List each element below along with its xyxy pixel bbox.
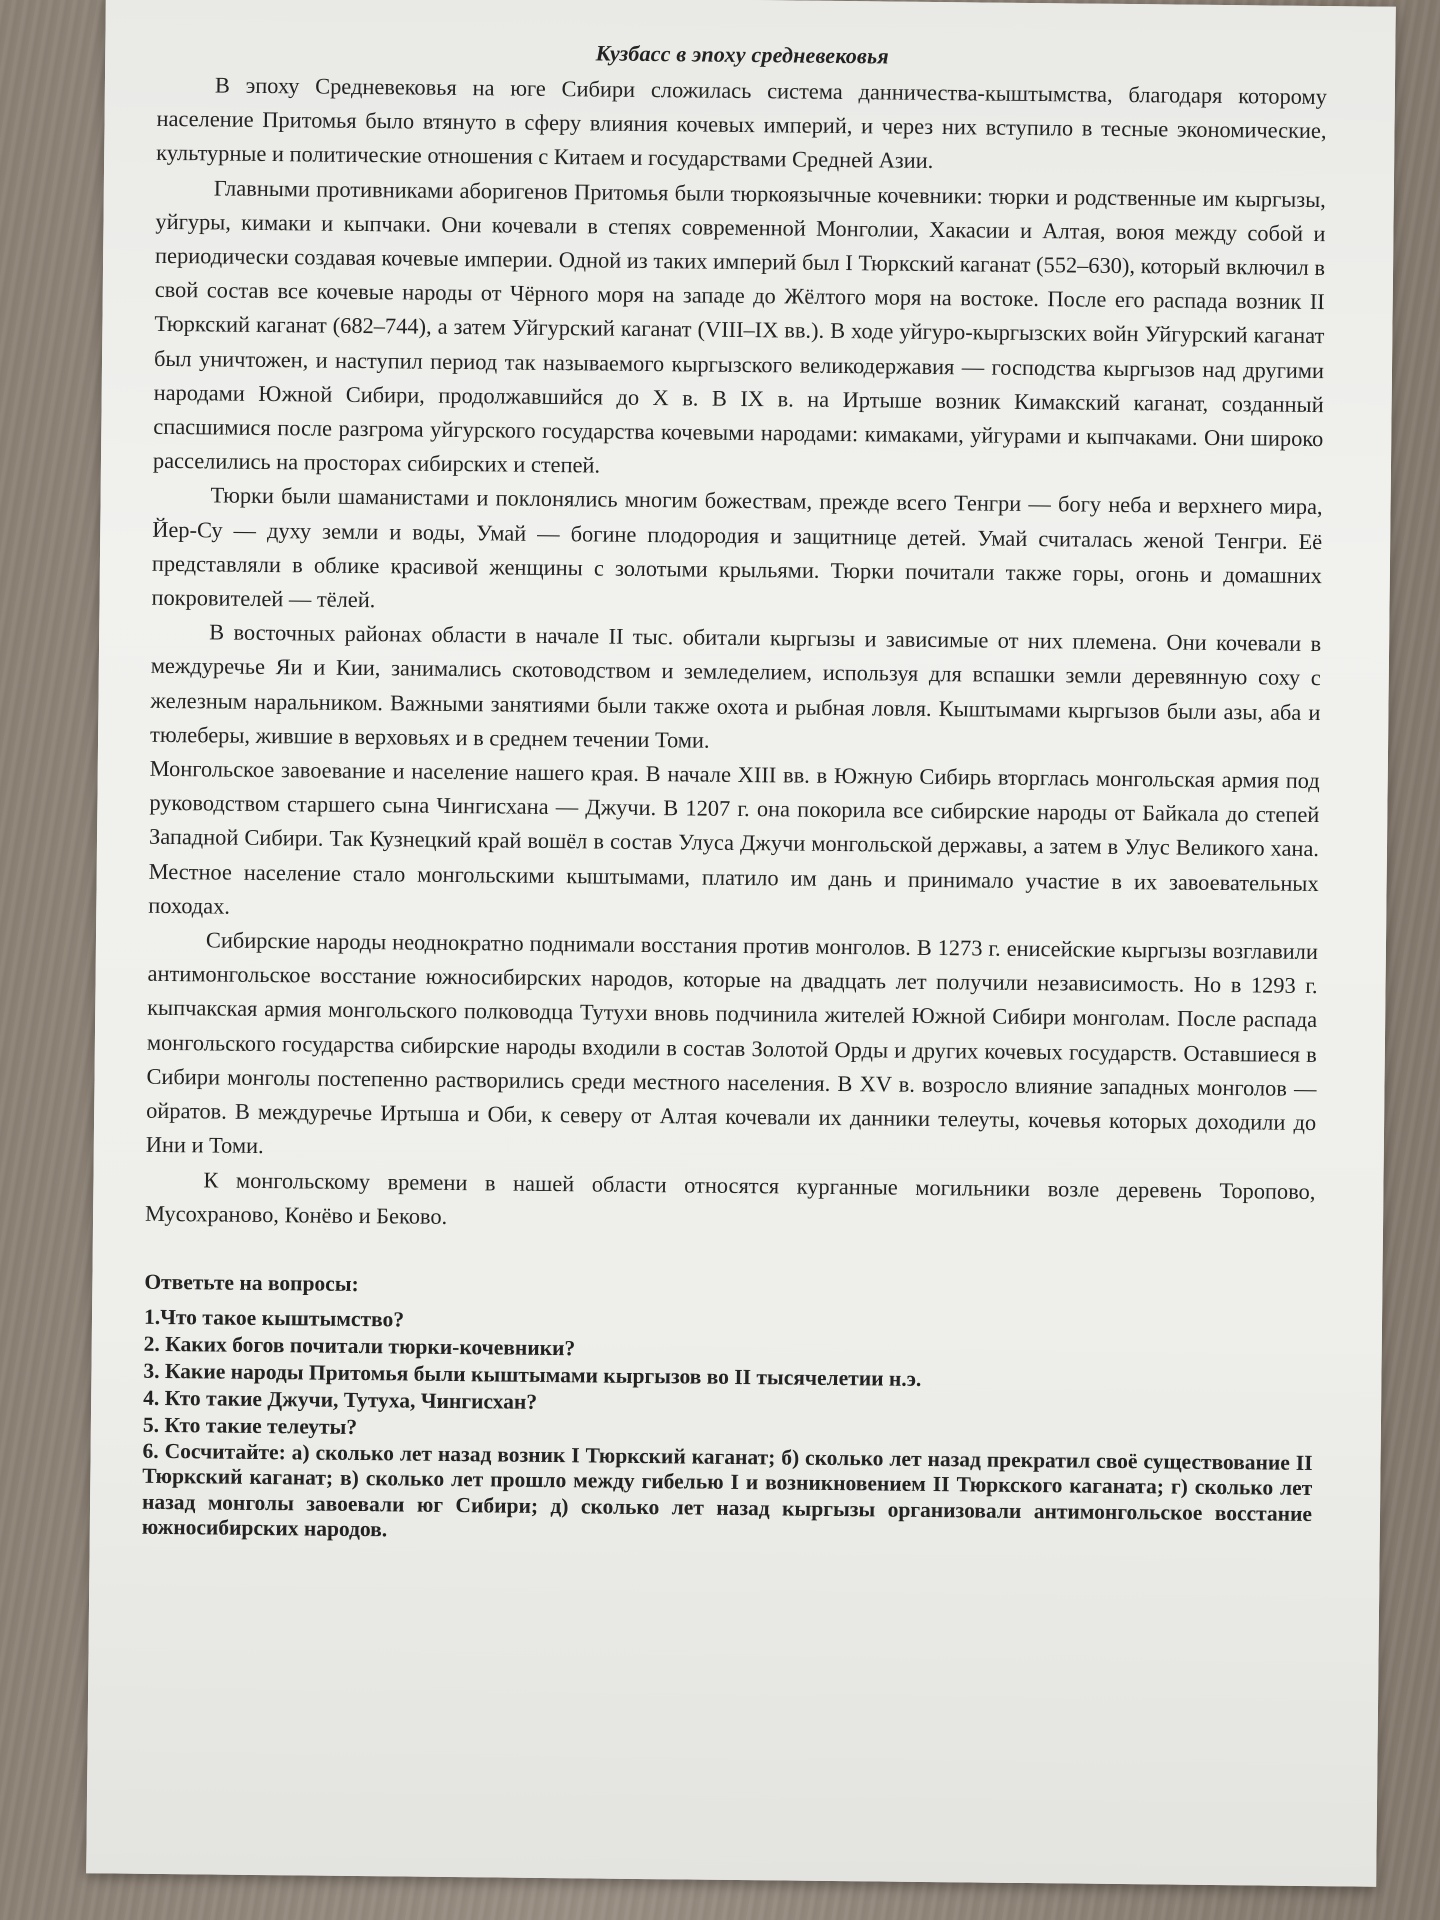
question-1: 1.Что такое кыштымство? [143,1304,405,1332]
document-title: Кузбасс в эпоху средневековья [595,40,889,69]
paragraph-3: Тюрки были шаманистами и поклонялись многим божествам, прежде всего Тенгри — богу неба и верхнего мира, Йер-Су — духу земли и воды, Умай — богине плодородия и защитнице детей. Умай считалась женой Тенгри. Её представляли в облике красивой женщины с золотыми крыльями. Тюрки почитали также горы, огонь и домашних покровителей — тёлей. [151,482,1323,613]
paragraph-4: В восточных районах области в начале II тыс. обитали кыргызы и зависимые от них племена. Они кочевали в междуречье Яи и Кии, занимались скотоводством и земледелием, используя для вспашки земли деревянную соху с железным наральником. Важными занятиями были также охота и рыбная ловля. Кыштымами кыргызов были азы, аба и тюлеберы, жившие в верховьях и в среднем течении Томи. [149,619,1322,753]
question-6: 6. Сосчитайте: а) сколько лет назад возник I Тюркский каганат; б) сколько лет назад прекратил своё существование II Тюркский каганат; в) сколько лет прошло между гибелью I и возникновением II Тюркского каганата; г) сколько лет назад монголы завоевали юг Сибири; д) сколько лет назад кыргызы организовали антимонгольское восстание южносибирских народов. [141,1438,1313,1542]
questions-section [142,1269,1315,1553]
question-3: 3. Какие народы Притомья были кыштымами кыргызов во II тысячелетии н.э. [143,1358,922,1391]
paragraph-2: Главными противниками аборигенов Притомья были тюркоязычные кочевники: тюрки и родственные им кыргызы, уйгуры, кимаки и кыпчаки. Они кочевали в степях современной Монголии, Хакасии и Алтая, воюя между собой и периодически создавая кочевые империи. Одной из таких империй был I Тюркский каганат (552–630), который включил в свой состав все кочевые народы от Чёрного моря на западе до Жёлтого моря на востоке. После его распада возник II Тюркский каганат (682–744), а затем Уйгурский каганат (VIII–IX вв.). В ходе уйгуро-кыргызских войн Уйгурский каганат был уничтожен, и наступил период так называемого кыргызского великодержавия — господства кыргызов над другими народами Южной Сибири, продолжавшийся до X в. В IX в. на Иртыше возник Кимакский каганат, созданный спасшимися после разгрома уйгурского государства кочевыми народами: кимаками, уйгурами и кыпчаками. Они широко расселились на просторах сибирских и степей. [152,175,1326,478]
paragraph-6: Сибирские народы неоднократно поднимали восстания против монголов. В 1273 г. енисейские кыргызы возглавили антимонгольское восстание южносибирских народов, которые на двадцать лет получили независимость. Но в 1293 г. кыпчакская армия монгольского полководца Тутухи вновь подчинила жителей Южной Сибири монголам. После распада монгольского государства сибирские народы входили в состав Золотой Орды и других кочевых государств. Оставшиеся в Сибири монголы постепенно растворились среди местного населения. В XV в. возросло влияние западных монголов — ойратов. В междуречье Иртыша и Оби, к северу от Алтая кочевали их данники телеуты, кочевья которых доходили до Ини и Томи. [145,927,1319,1159]
question-2: 2. Каких богов почитали тюрки-кочевники? [143,1331,576,1361]
questions-heading: Ответьте на вопросы: [144,1269,359,1296]
paragraph-5: Монгольское завоевание и население нашего края. В начале XIII вв. в Южную Сибирь вторглась монгольская армия под руководством старшего сына Чингисхана — Джучи. В 1207 г. она покорила все сибирские народы от Байкала до степей Западной Сибири. Так Кузнецкий край вошёл в состав Улуса Джучи монгольской державы, а затем в Улус Великого хана. Местное население стало монгольскими кыштымами, платило им дань и принимало участие в их завоевательных походах. [148,755,1320,919]
question-5: 5. Кто такие телеуты? [142,1412,358,1439]
paper-sheet [86,0,1396,1887]
paragraph-1: В эпоху Средневековья на юге Сибири сложилась система данничества-кыштымства, благодаря которому население Притомья было втянуто в сферу влияния кочевых империй, и через них вступило в тесные экономические, культурные и политические отношения с Китаем и государствами Средней Азии. [156,72,1327,174]
question-4: 4. Кто такие Джучи, Тутуха, Чингисхан? [143,1385,538,1414]
paragraph-7: К монгольскому времени в нашей области относятся курганные могильники возле деревень Торопово, Мусохраново, Конёво и Беково. [144,1166,1316,1229]
